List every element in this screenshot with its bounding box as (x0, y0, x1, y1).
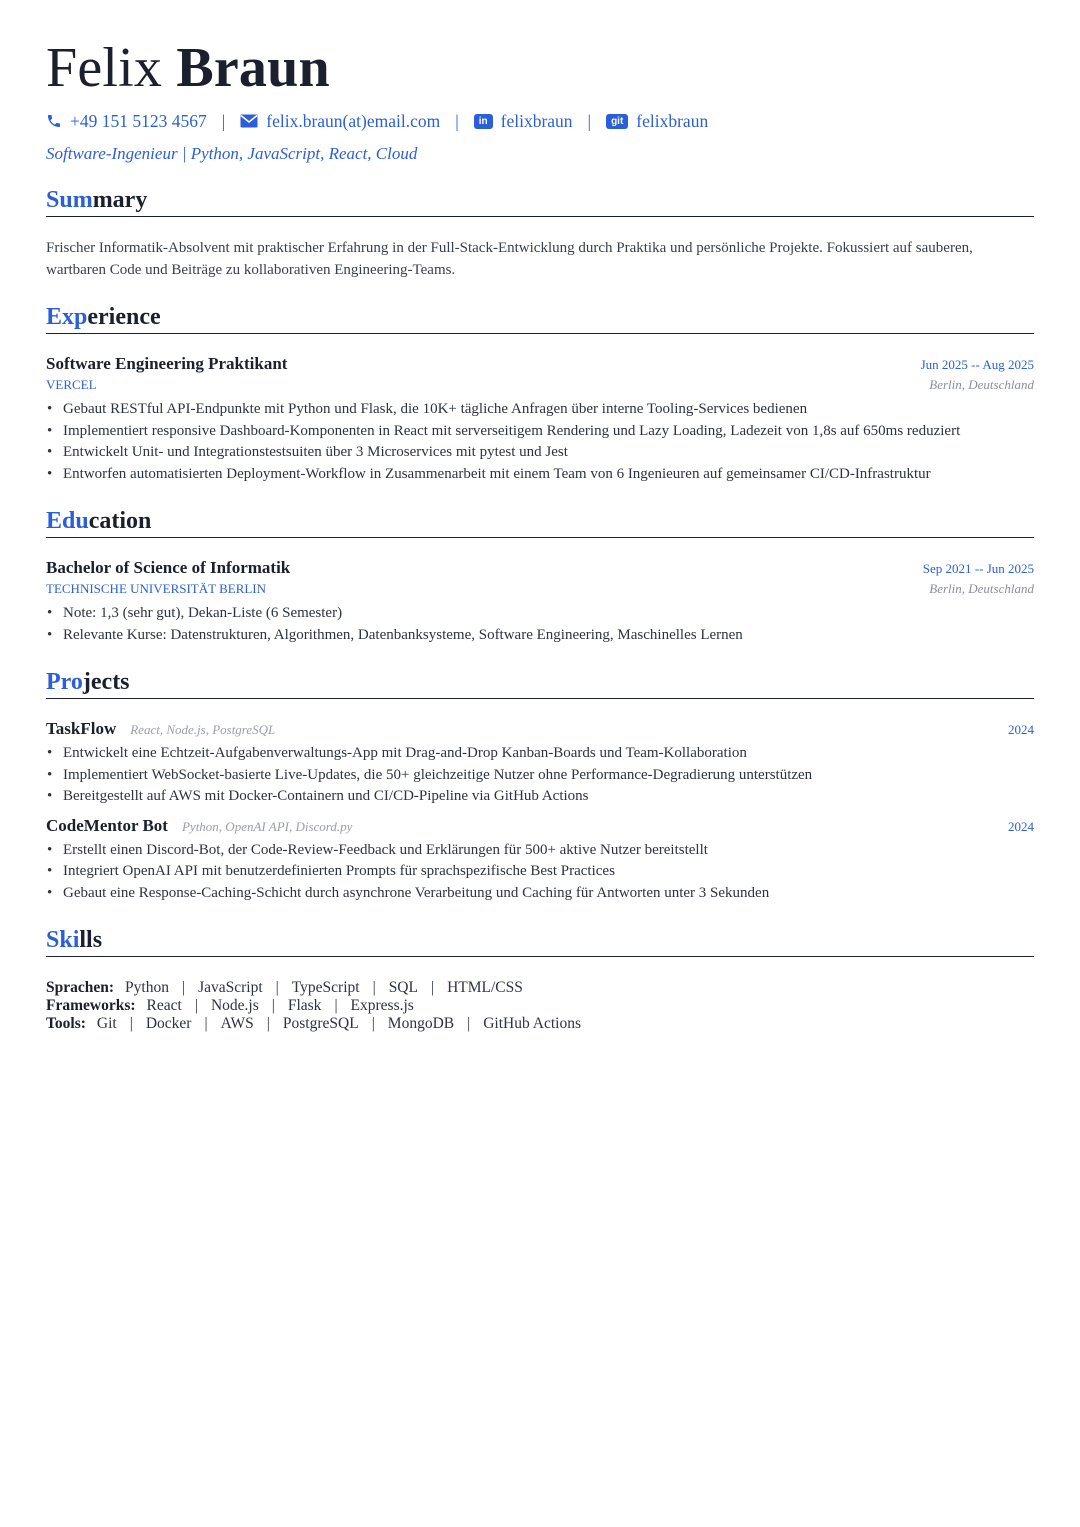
first-name: Felix (46, 37, 163, 99)
section-title: Experience (46, 303, 1034, 334)
github-handle: felixbraun (636, 110, 709, 131)
bullet-item: • Note: 1,3 (sehr gut), Dekan-Liste (6 Semester) (46, 603, 1034, 625)
university-name: TECHNISCHE UNIVERSITÄT BERLIN (46, 581, 267, 596)
skill-group-label: Sprachen: (46, 979, 115, 996)
section-title: Education (46, 507, 1034, 538)
bullet-list (46, 399, 1034, 485)
bullet-list (46, 743, 1034, 808)
section-title: Skills (46, 926, 1034, 957)
bullet-item: • Erstellt einen Discord-Bot, der Code-Review-Feedback und Erklärungen für 500+ aktive Nutzer bereitstellt (46, 840, 1034, 862)
summary-section (46, 186, 1034, 281)
bullet-item: • Implementiert WebSocket-basierte Live-Updates, die 50+ gleichzeitige Nutzer ohne Performance-Degradierung unterstützen (46, 765, 1034, 787)
bullet-item: • Implementiert responsive Dashboard-Komponenten in React mit serverseitigem Rendering und Lazy Loading, Ladezeit von 1,8s auf 650ms reduziert (46, 421, 1034, 443)
tagline: Software-Ingenieur | Python, JavaScript, React, Cloud (46, 144, 418, 163)
separator: | (221, 110, 226, 131)
phone-contact[interactable] (46, 111, 207, 132)
skill-group-frameworks: Frameworks: React | Node.js | Flask | Express.js (46, 997, 414, 1014)
bullet-item: • Relevante Kurse: Datenstrukturen, Algorithmen, Datenbanksysteme, Software Engineering, Maschinelles Lernen (46, 625, 1034, 647)
bullet-item: • Entwickelt eine Echtzeit-Aufgabenverwaltungs-App mit Drag-and-Drop Kanban-Boards und Team-Kollaboration (46, 743, 1034, 765)
phone-number: +49 151 5123 4567 (70, 110, 207, 131)
skill-item: GitHub Actions (483, 1015, 581, 1032)
candidate-name (46, 38, 1034, 98)
location: Berlin, Deutschland (929, 581, 1034, 596)
skill-group-label: Frameworks: (46, 997, 136, 1014)
project-year: 2024 (1008, 818, 1034, 834)
date-range: Sep 2021 -- Jun 2025 (922, 561, 1034, 576)
bullet-list (46, 603, 1034, 646)
envelope-icon (240, 114, 258, 128)
skill-item: Git (96, 1015, 117, 1032)
projects-section (46, 668, 1034, 904)
skill-item: React (146, 997, 182, 1014)
contact-bar (46, 110, 1034, 132)
degree-title: Bachelor of Science of Informatik (46, 558, 291, 577)
bullet-item: • Gebaut eine Response-Caching-Schicht durch asynchrone Verarbeitung und Caching für Antworten unter 3 Sekunden (46, 883, 1034, 905)
section-title: Projects (46, 668, 1034, 699)
summary-text: Frischer Informatik-Absolvent mit praktischer Erfahrung in der Full-Stack-Entwicklung durch Praktika und persönliche Projekte. Fokussiert auf sauberen, wartbaren Code und Beiträge zu kollaborativen Engineering-Teams. (46, 240, 973, 278)
date-range: Jun 2025 -- Aug 2025 (920, 357, 1034, 372)
linkedin-icon: in (474, 114, 493, 129)
skill-group-languages: Sprachen: Python | JavaScript | TypeScript | SQL | HTML/CSS (46, 979, 523, 996)
separator: | (455, 110, 459, 131)
section-title: Summary (46, 186, 1034, 217)
skill-item: AWS (220, 1015, 254, 1032)
project-tech: Python, OpenAI API, Discord.py (181, 818, 353, 834)
job-title: Software Engineering Praktikant (46, 354, 288, 373)
skill-item: Node.js (210, 997, 259, 1014)
skill-item: HTML/CSS (447, 979, 523, 996)
bullet-item: • Gebaut RESTful API-Endpunkte mit Python und Flask, die 10K+ tägliche Anfragen über interne Tooling-Services bedienen (46, 399, 1034, 421)
bullet-list (46, 840, 1034, 905)
skill-item: Flask (287, 997, 322, 1014)
location: Berlin, Deutschland (929, 377, 1034, 392)
separator: | (587, 110, 592, 131)
experience-entry (46, 354, 1034, 485)
skill-group-tools: Tools: Git | Docker | AWS | PostgreSQL | MongoDB | GitHub Actions (46, 1015, 581, 1032)
project-name: TaskFlow (46, 719, 117, 738)
project-tech: React, Node.js, PostgreSQL (130, 722, 276, 737)
bullet-item: • Integriert OpenAI API mit benutzerdefinierten Prompts für sprachspezifische Best Practices (46, 861, 1034, 883)
bullet-item: • Bereitgestellt auf AWS mit Docker-Containern und CI/CD-Pipeline via GitHub Actions (46, 786, 1034, 808)
skill-item: Docker (145, 1015, 192, 1032)
skill-item: TypeScript (291, 979, 360, 996)
email-address: felix.braun(at)email.com (266, 110, 441, 131)
skills-list (46, 979, 1034, 1033)
skill-item: Express.js (350, 997, 414, 1014)
bullet-item: • Entworfen automatisierten Deployment-Workflow in Zusammenarbeit mit einem Team von 6 Ingenieuren auf gemeinsamer CI/CD-Infrastruktur (46, 464, 1034, 486)
project-name: CodeMentor Bot (46, 815, 168, 835)
skill-item: JavaScript (198, 979, 263, 996)
skill-item: PostgreSQL (282, 1015, 359, 1032)
project-year: 2024 (1008, 722, 1034, 737)
skill-item: MongoDB (387, 1015, 455, 1032)
github-contact[interactable] (606, 111, 708, 132)
experience-section (46, 303, 1034, 485)
education-entry (46, 558, 1034, 646)
linkedin-contact[interactable] (474, 111, 573, 132)
project-entry (46, 719, 1034, 808)
company-name: VERCEL (46, 377, 97, 392)
linkedin-handle: felixbraun (500, 110, 573, 131)
bullet-item: • Entwickelt Unit- und Integrationstestsuiten über 3 Microservices mit pytest und Jest (46, 442, 1034, 464)
education-section (46, 507, 1034, 646)
last-name: Braun (176, 37, 330, 99)
skill-item: Python (125, 979, 169, 996)
github-icon: git (606, 114, 628, 129)
email-contact[interactable] (240, 111, 440, 132)
phone-icon (46, 113, 62, 129)
skills-section (46, 926, 1034, 1033)
skill-group-label: Tools: (46, 1015, 86, 1032)
skill-item: SQL (388, 979, 418, 996)
project-entry (46, 816, 1034, 905)
